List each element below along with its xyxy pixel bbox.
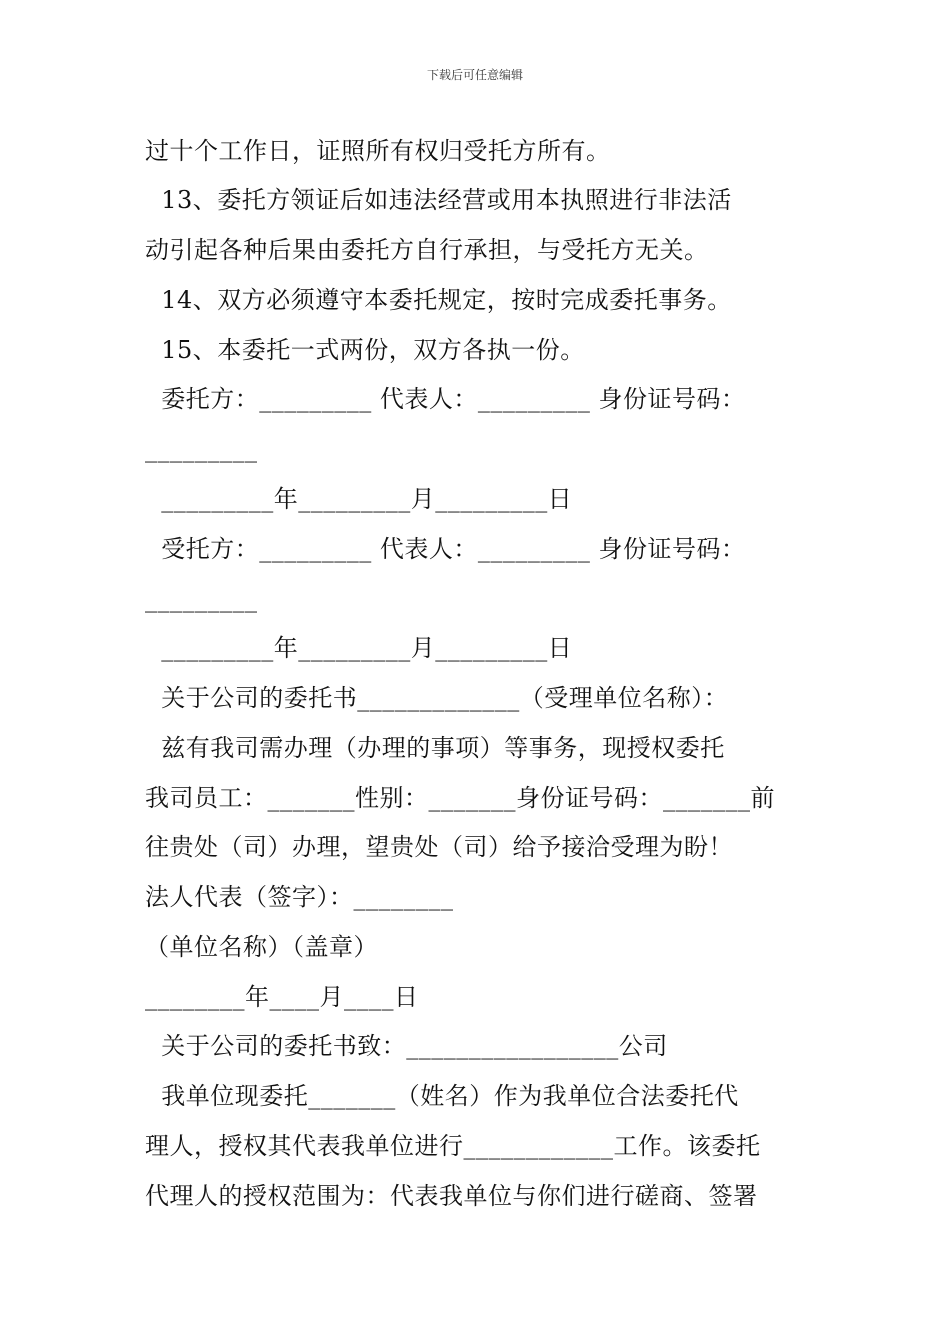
date-line: _________年_________月_________日 [145, 485, 573, 513]
section-title-line: 关于公司的委托书_____________（受理单位名称）： [145, 684, 729, 712]
page-header-note: 下载后可任意编辑 [426, 68, 523, 82]
paragraph-line: 15、本委托一式两份，双方各执一份。 [145, 336, 585, 364]
signature-line-entrusted-party: 受托方：_________ 代表人：_________ 身份证号码： [145, 535, 746, 563]
signature-line-blank: _________ [145, 435, 258, 463]
date-line: _________年_________月_________日 [145, 634, 573, 662]
date-line: ________年____月____日 [145, 983, 419, 1011]
paragraph-line: 理人，授权其代表我单位进行____________工作。该委托 [145, 1132, 761, 1160]
signature-line-entrusting-party: 委托方：_________ 代表人：_________ 身份证号码： [145, 385, 746, 413]
section-title-line: 关于公司的委托书致：_________________公司 [145, 1032, 668, 1060]
signature-line-blank: _________ [145, 585, 258, 613]
paragraph-line: 我单位现委托_______（姓名）作为我单位合法委托代 [145, 1082, 739, 1110]
paragraph-line: 14、双方必须遵守本委托规定，按时完成委托事务。 [145, 286, 732, 314]
seal-line: （单位名称）（盖章） [145, 933, 378, 961]
paragraph-line: 动引起各种后果由委托方自行承担，与受托方无关。 [145, 236, 709, 264]
paragraph-line: 过十个工作日，证照所有权归受托方所有。 [145, 137, 611, 165]
signature-line-legal-rep: 法人代表（签字）：________ [145, 883, 454, 911]
paragraph-line: 往贵处（司）办理，望贵处（司）给予接洽受理为盼！ [145, 833, 733, 861]
paragraph-line: 兹有我司需办理（办理的事项）等事务，现授权委托 [145, 734, 725, 762]
paragraph-line: 代理人的授权范围为：代表我单位与你们进行磋商、签署 [145, 1182, 758, 1210]
paragraph-line: 我司员工：_______性别：_______身份证号码：_______前 [145, 784, 775, 812]
paragraph-line: 13、委托方领证后如违法经营或用本执照进行非法活 [145, 186, 732, 214]
